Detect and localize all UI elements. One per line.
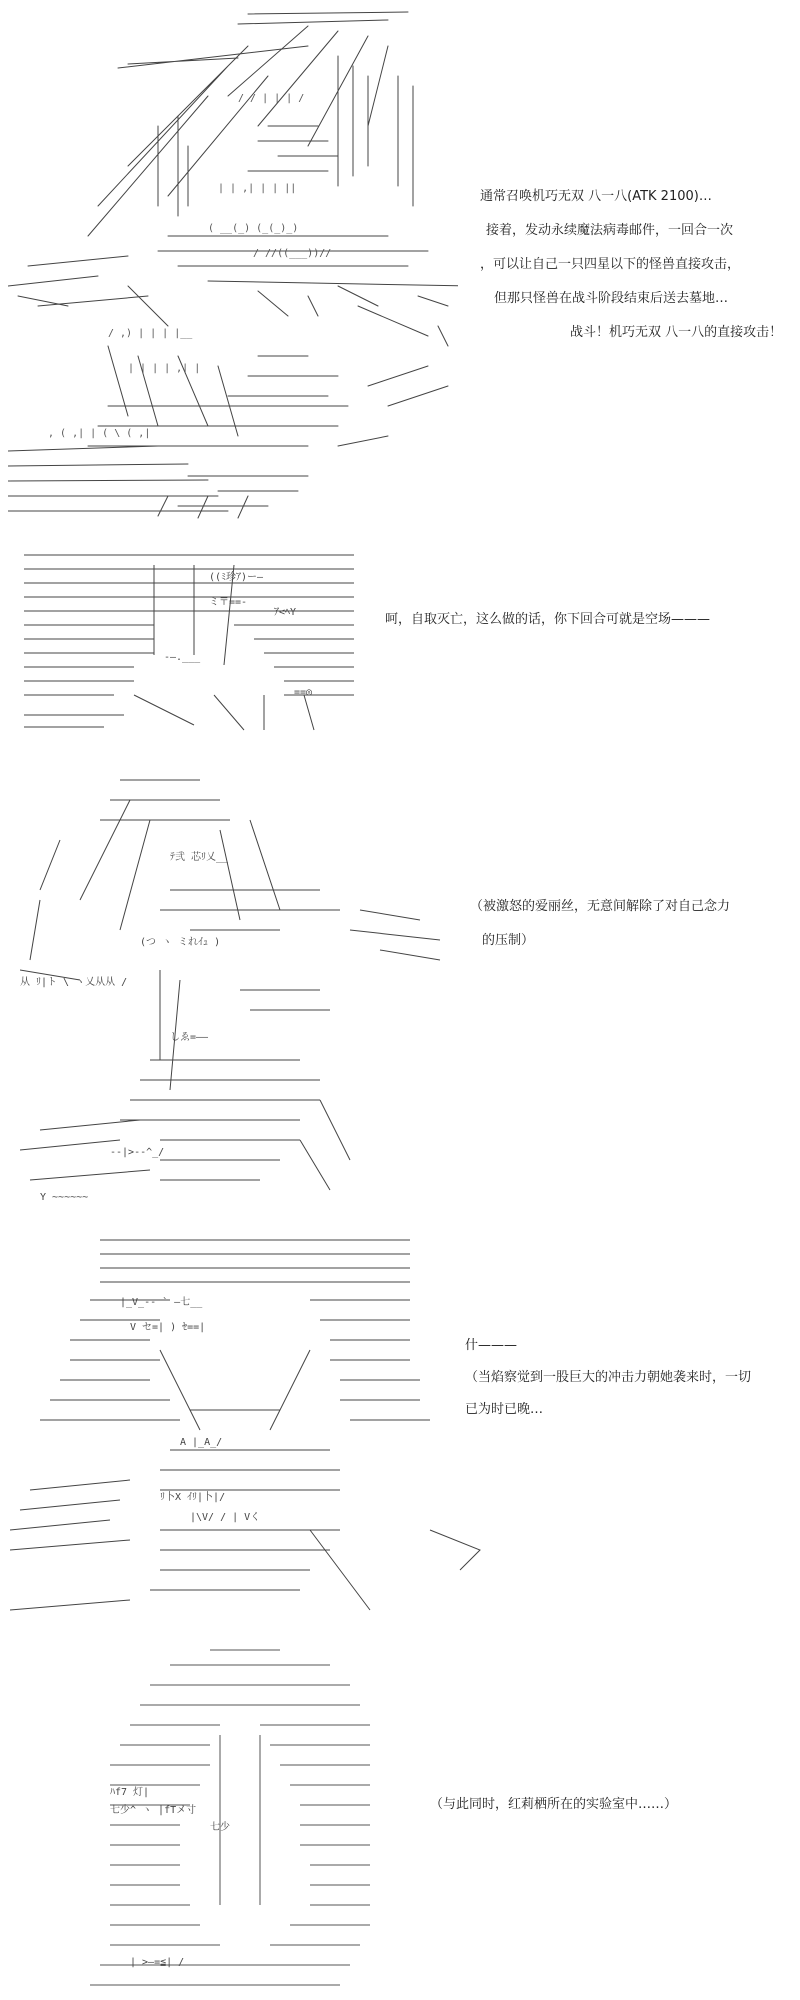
caption-line: 呵，自取灭亡，这么做的话，你下回合可就是空场———	[385, 612, 711, 627]
panel-4	[0, 1230, 800, 1630]
svg-text:, ( ,| | ( \ ( ,|: , ( ,| | ( \ ( ,|	[48, 428, 151, 439]
caption-line: 但那只怪兽在战斗阶段结束后送去墓地…	[494, 291, 729, 306]
panel-5	[0, 1645, 800, 2000]
svg-text:| | ,| | | ||: | | ,| | | ||	[218, 183, 297, 194]
svg-text:V セ=| ) ｾ==|: V セ=| ) ｾ==|	[130, 1322, 206, 1333]
svg-text:==◎: ==◎	[294, 687, 313, 698]
svg-text:((ﾐ珍ｱ)ー—: ((ﾐ珍ｱ)ー—	[209, 572, 264, 583]
caption-line: （被激怒的爱丽丝，无意间解除了对自己念力	[470, 899, 731, 914]
caption-line: （当焰察觉到一股巨大的冲击力朝她袭来时，一切	[465, 1370, 752, 1385]
ascii-art-figure-2	[14, 545, 364, 735]
svg-text:ﾃ弐 芯ﾘ乂__: ﾃ弐 芯ﾘ乂__	[170, 852, 229, 863]
svg-text:七少: 七少	[210, 1822, 230, 1833]
svg-text:(つ ヽ ミれｲｭ ): (つ ヽ ミれｲｭ )	[140, 937, 221, 948]
svg-text:しゑ=——: しゑ=——	[170, 1032, 209, 1043]
svg-text:ﾊf7 灯|: ﾊf7 灯|	[110, 1787, 150, 1798]
svg-text:A |_A_/: A |_A_/	[180, 1437, 223, 1448]
svg-text:ミ〒==-: ミ〒==-	[209, 597, 248, 608]
caption-line: 什———	[465, 1338, 518, 1353]
svg-text:ｱ<ﾍY: ｱ<ﾍY	[274, 607, 297, 618]
caption-line: ，可以让自己一只四星以下的怪兽直接攻击，	[480, 257, 741, 272]
ascii-art-figure-1	[8, 6, 458, 521]
svg-text:ﾘ卜X ｲﾘ|卜|/: ﾘ卜X ｲﾘ|卜|/	[160, 1492, 226, 1503]
svg-text:/ ,) | | | |__: / ,) | | | |__	[108, 328, 193, 339]
svg-text:Y ~~~~~~: Y ~~~~~~	[40, 1192, 89, 1203]
caption-line: （与此同时，红莉栖所在的实验室中……）	[430, 1797, 678, 1812]
caption-panel-4	[465, 1330, 751, 1426]
svg-text:|_V_-- ` —七__: |_V_-- ` —七__	[120, 1297, 203, 1308]
panel-2	[0, 545, 800, 740]
caption-panel-3	[470, 890, 730, 958]
caption-panel-5	[430, 1790, 677, 1820]
svg-text:--|>--^_/: --|>--^_/	[110, 1147, 165, 1158]
caption-line: 已为时已晚…	[465, 1402, 544, 1417]
svg-text:-—.___: -—.___	[164, 652, 201, 663]
ascii-art-figure-5	[70, 1645, 390, 1995]
svg-text:| | | | ,| |: | | | | ,| |	[128, 363, 201, 374]
svg-text:( __(_) (_(_)_): ( __(_) (_(_)_)	[208, 223, 299, 234]
svg-text:|\V/ / | Vく: |\V/ / | Vく	[190, 1512, 261, 1523]
svg-text:/ //((___))//: / //((___))//	[253, 248, 332, 259]
panel-1	[0, 0, 800, 530]
svg-text:/ / | | | /: / / | | | /	[238, 93, 305, 104]
caption-line: 接着，发动永续魔法病毒邮件，一回合一次	[486, 223, 734, 238]
caption-line: 战斗！机巧无双 八一八的直接攻击！	[570, 325, 783, 340]
svg-text:七少^ ヽ |fTメ寸: 七少^ ヽ |fTメ寸	[110, 1805, 197, 1816]
ascii-art-figure-4	[10, 1230, 490, 1625]
panel-3	[0, 760, 800, 1210]
caption-line: 的压制）	[482, 933, 535, 948]
ascii-art-figure-3	[20, 760, 460, 1205]
svg-text:| >—=≦| /: | >—=≦| /	[130, 1957, 185, 1968]
caption-line: 通常召唤机巧无双 八一八(ATK 2100)…	[480, 189, 712, 204]
svg-text:从 ﾘ|ト \ ヽ乂从从 /: 从 ﾘ|ト \ ヽ乂从从 /	[20, 977, 128, 988]
caption-panel-2	[385, 605, 710, 635]
caption-panel-1	[480, 180, 782, 350]
